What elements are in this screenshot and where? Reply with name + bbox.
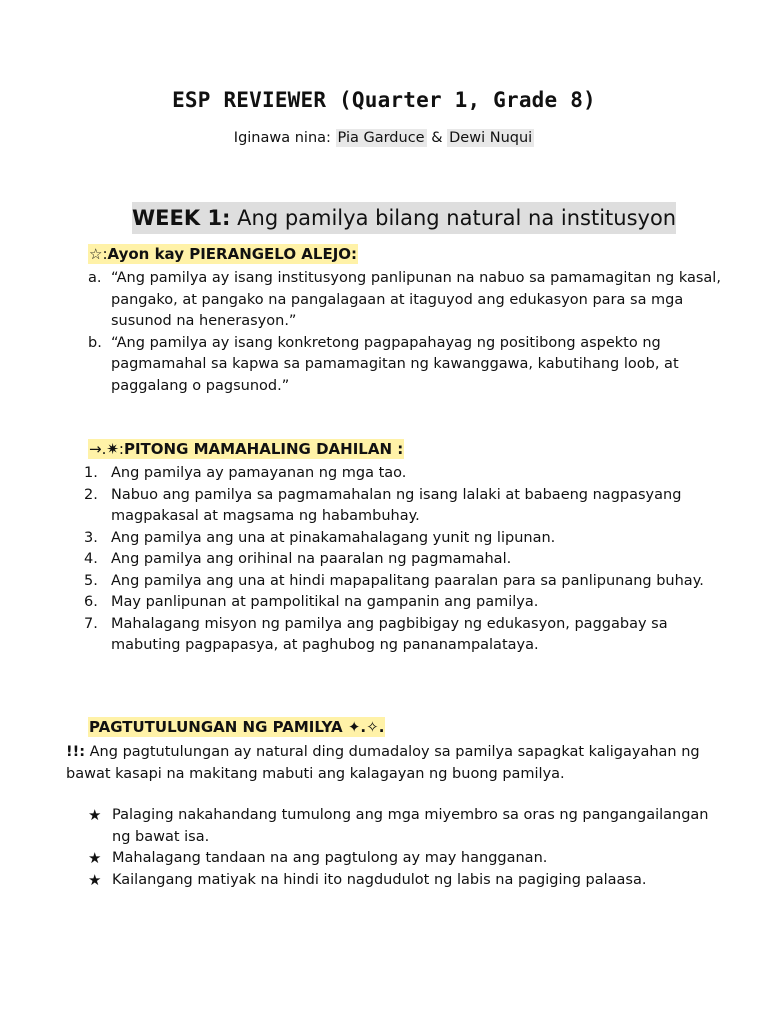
list-item-text: “Ang pamilya ay isang konkretong pagpapahayag ng positibong aspekto ng pagmamahal sa kapwa sa pamamagitan ng kawanggawa, kabutihang loob, at paggalang o pagsunod.” xyxy=(111,334,679,394)
author-1: Pia Garduce xyxy=(337,130,425,146)
list-item-text: “Ang pamilya ay isang institusyong panlipunan na nabuo sa pamamagitan ng kasal, pangako, at pangako na pangalagaan at itaguyod ang edukasyon para sa mga susunod na henerasyon.” xyxy=(111,270,721,329)
byline-connector: & xyxy=(426,130,448,146)
star-icon: ★ xyxy=(88,849,102,867)
star-outline-icon: ☆: xyxy=(89,245,108,263)
cooperation-note xyxy=(66,741,716,785)
list-item xyxy=(88,870,718,892)
list-item xyxy=(84,592,724,614)
list-item xyxy=(84,571,724,593)
list-marker: 7. xyxy=(84,615,98,632)
section-heading-reasons xyxy=(88,440,404,458)
list-marker: 2. xyxy=(84,486,98,503)
section-title: PAGTUTULUNGAN NG PAMILYA ✦.✧. xyxy=(89,718,385,736)
star-icon: ★ xyxy=(88,870,102,889)
alejo-quotes-list xyxy=(84,268,724,397)
list-marker: 3. xyxy=(84,529,98,546)
list-item xyxy=(84,485,724,528)
list-marker: b. xyxy=(88,334,102,351)
star-icon: ★ xyxy=(88,806,102,824)
week-topic: Ang pamilya bilang natural na institusyon xyxy=(237,206,677,230)
author-2: Dewi Nuqui xyxy=(449,130,533,146)
section-title: Ayon kay PIERANGELO ALEJO: xyxy=(107,245,358,263)
list-marker: 6. xyxy=(84,594,98,610)
list-item xyxy=(84,268,724,333)
cooperation-bullets xyxy=(88,805,718,891)
list-marker: 1. xyxy=(84,465,98,481)
list-item-text: Ang pamilya ay pamayanan ng mga tao. xyxy=(111,465,407,481)
list-item-text: Ang pamilya ang una at hindi mapapalitang paaralan para sa panlipunang buhay. xyxy=(111,572,704,589)
byline-prefix: Iginawa nina: xyxy=(233,130,336,146)
list-marker: 5. xyxy=(84,572,98,589)
list-item-text: Palaging nakahandang tumulong ang mga miyembro sa oras ng pangangailangan ng bawat isa. xyxy=(112,807,709,845)
list-item-text: Mahalagang tandaan na ang pagtulong ay may hangganan. xyxy=(112,850,548,866)
week-label: WEEK 1: xyxy=(132,206,231,230)
list-item-text: Mahalagang misyon ng pamilya ang pagbibigay ng edukasyon, paggabay sa mabuting pagpapasya, at paghubog ng pananampalataya. xyxy=(111,615,668,653)
section-title: PITONG MAMAHALING DAHILAN : xyxy=(123,440,404,458)
week-heading xyxy=(132,202,676,234)
list-item-text: Ang pamilya ang una at pinakamahalagang yunit ng lipunan. xyxy=(111,529,556,546)
reasons-list xyxy=(84,463,724,657)
list-item-text: Nabuo ang pamilya sa pagmamahalan ng isang lalaki at babaeng nagpasyang magpakasal at magsama ng habambuhay. xyxy=(111,486,682,524)
list-item-text: Ang pamilya ang orihinal na paaralan ng pagmamahal. xyxy=(111,551,512,567)
arrow-sparkle-icon: →.✷: xyxy=(89,440,124,458)
list-item xyxy=(88,848,718,870)
byline xyxy=(0,130,768,146)
document-title: ESP REVIEWER (Quarter 1, Grade 8) xyxy=(172,88,596,112)
list-marker: 4. xyxy=(84,551,98,567)
section-heading-alejo xyxy=(88,245,358,263)
list-item xyxy=(84,614,724,657)
list-item xyxy=(84,333,724,398)
exclamation-icon: !!: xyxy=(66,744,86,760)
list-item xyxy=(84,549,724,571)
list-marker: a. xyxy=(88,270,102,286)
list-item-text: May panlipunan at pampolitikal na gampanin ang pamilya. xyxy=(111,594,539,610)
list-item xyxy=(84,463,724,485)
section-heading-cooperation xyxy=(88,718,385,736)
list-item xyxy=(88,805,718,848)
list-item-text: Kailangang matiyak na hindi ito nagdudulot ng labis na pagiging palaasa. xyxy=(112,871,647,888)
list-item xyxy=(84,528,724,550)
note-text: Ang pagtutulungan ay natural ding dumadaloy sa pamilya sapagkat kaligayahan ng bawat kasapi na makitang mabuti ang kalagayan ng buong pamilya. xyxy=(66,744,700,782)
